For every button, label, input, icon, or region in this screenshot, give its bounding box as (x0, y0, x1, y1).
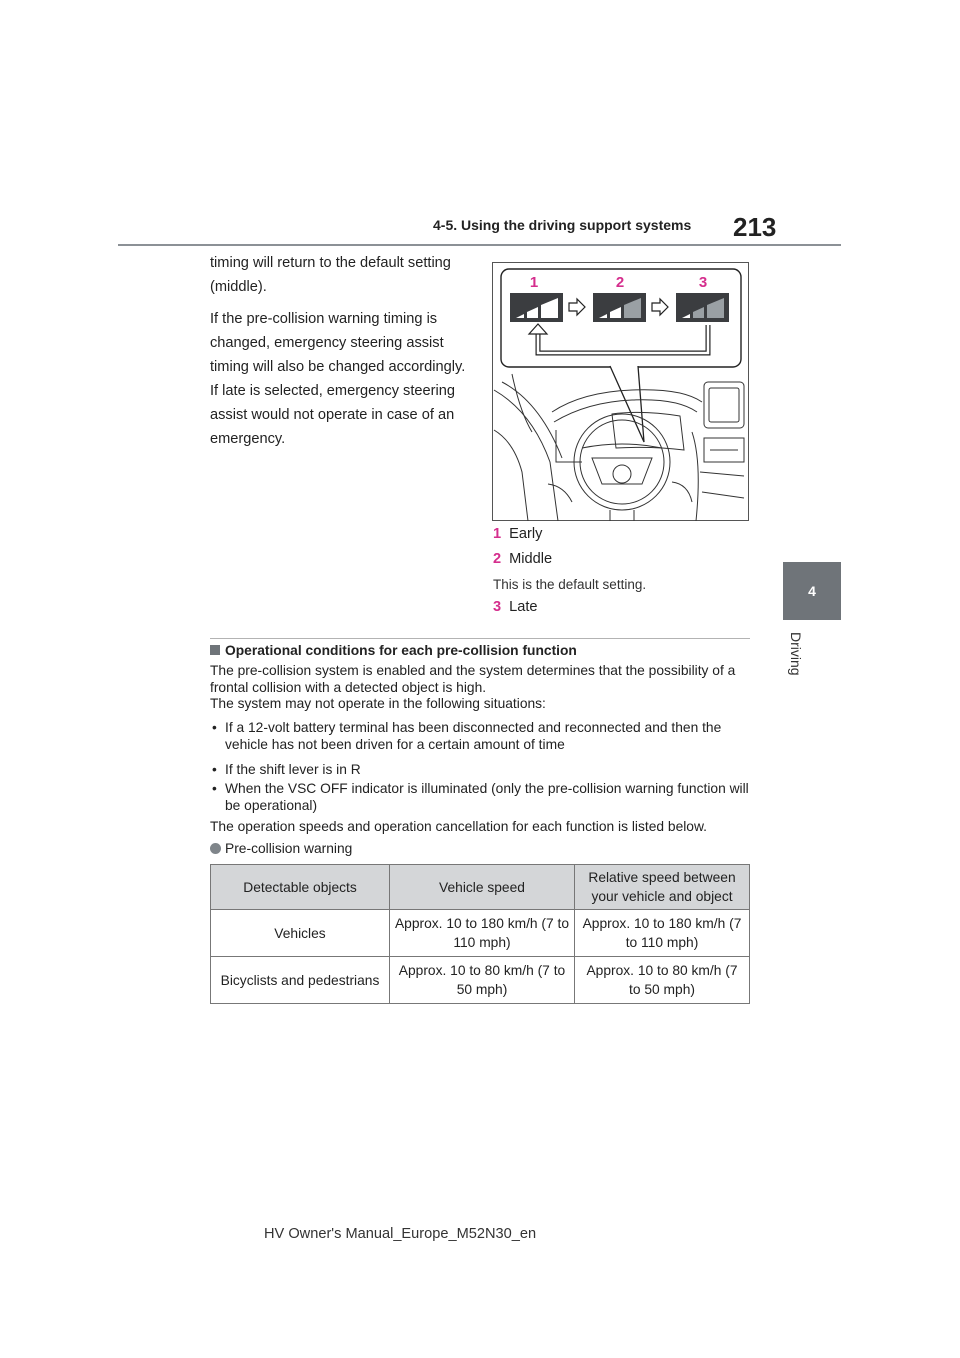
section-intro-text-2: The system may not operate in the following situations: (210, 696, 546, 711)
legend-label: Middle (509, 551, 553, 567)
intro-paragraph-2: If the pre-collision warning timing is changed, emergency steering assist timing will also be changed accordingly. If late is selected, emergency steering assist would not operate in case of an emergency. (210, 311, 466, 447)
level-icon-early (510, 293, 563, 322)
legend-label: Early (509, 526, 543, 542)
table-cell: Approx. 10 to 180 km/h (7 to 110 mph) (390, 910, 575, 957)
table-cell: Bicyclists and pedestrians (211, 957, 390, 1004)
chapter-tab (783, 562, 841, 620)
legend-item-1 (493, 526, 753, 542)
square-bullet-icon (210, 645, 220, 655)
legend-number: 1 (493, 526, 502, 542)
sub-item-text: Pre-collision warning (225, 841, 353, 856)
legend-item-3 (493, 599, 753, 615)
list-item (210, 781, 750, 814)
list-item-text: If the shift lever is in R (225, 762, 361, 777)
list-item (210, 720, 750, 753)
table-cell: Vehicles (211, 910, 390, 957)
bullet-dot-icon: • (212, 781, 217, 796)
table-cell: Approx. 10 to 80 km/h (7 to 50 mph) (575, 957, 750, 1004)
section-title-text: Operational conditions for each pre-collision function (225, 643, 577, 658)
level-icon-middle (593, 293, 646, 322)
section-title (210, 643, 577, 658)
page-footer: HV Owner's Manual_Europe_M52N30_en (264, 1226, 537, 1242)
table-header-cell: Relative speed between your vehicle and object (575, 865, 750, 910)
warning-timing-illustration (492, 262, 749, 521)
level-icon-late (676, 293, 729, 322)
table-row (211, 957, 750, 1004)
callout-number-3: 3 (698, 274, 708, 291)
list-item (210, 762, 750, 779)
circle-bullet-icon (210, 843, 221, 854)
intro-text (210, 251, 472, 459)
chapter-label-text: Driving (788, 632, 804, 676)
section-intro (210, 663, 750, 713)
page-number: 213 (733, 212, 777, 242)
callout-number-2: 2 (615, 274, 625, 291)
table-cell: Approx. 10 to 180 km/h (7 to 110 mph) (575, 910, 750, 957)
section-after-text: The operation speeds and operation cancellation for each function is listed below. (210, 819, 708, 834)
table-header-cell: Detectable objects (211, 865, 390, 910)
legend-label: Late (509, 599, 538, 615)
legend-item-2 (493, 551, 753, 567)
operation-speed-table (210, 864, 750, 1004)
bullet-dot-icon: • (212, 762, 217, 777)
chapter-label (782, 632, 806, 692)
table-header-row (211, 865, 750, 910)
table-cell: Approx. 10 to 80 km/h (7 to 50 mph) (390, 957, 575, 1004)
intro-paragraph-1: timing will return to the default setting (middle). (210, 255, 451, 295)
table-row (211, 910, 750, 957)
section-intro-text: The pre-collision system is enabled and the system determines that the possibility of a frontal collision with a detected object is high. (210, 663, 736, 695)
running-header: 4-5. Using the driving support systems (433, 217, 692, 233)
legend-note: This is the default setting. (493, 577, 647, 592)
table-header-cell: Vehicle speed (390, 865, 575, 910)
chapter-number: 4 (808, 583, 816, 599)
callout-number-1: 1 (529, 274, 539, 291)
sub-item (210, 841, 352, 856)
list-item-text: When the VSC OFF indicator is illuminated (only the pre-collision warning function will be operational) (225, 781, 749, 813)
bullet-dot-icon: • (212, 720, 217, 735)
legend-number: 2 (493, 551, 502, 567)
header-rule (118, 244, 841, 246)
section-divider (210, 638, 750, 639)
legend-number: 3 (493, 599, 502, 615)
list-item-text: If a 12-volt battery terminal has been disconnected and reconnected and then the vehicle has not been driven for a certain amount of time (225, 720, 722, 752)
